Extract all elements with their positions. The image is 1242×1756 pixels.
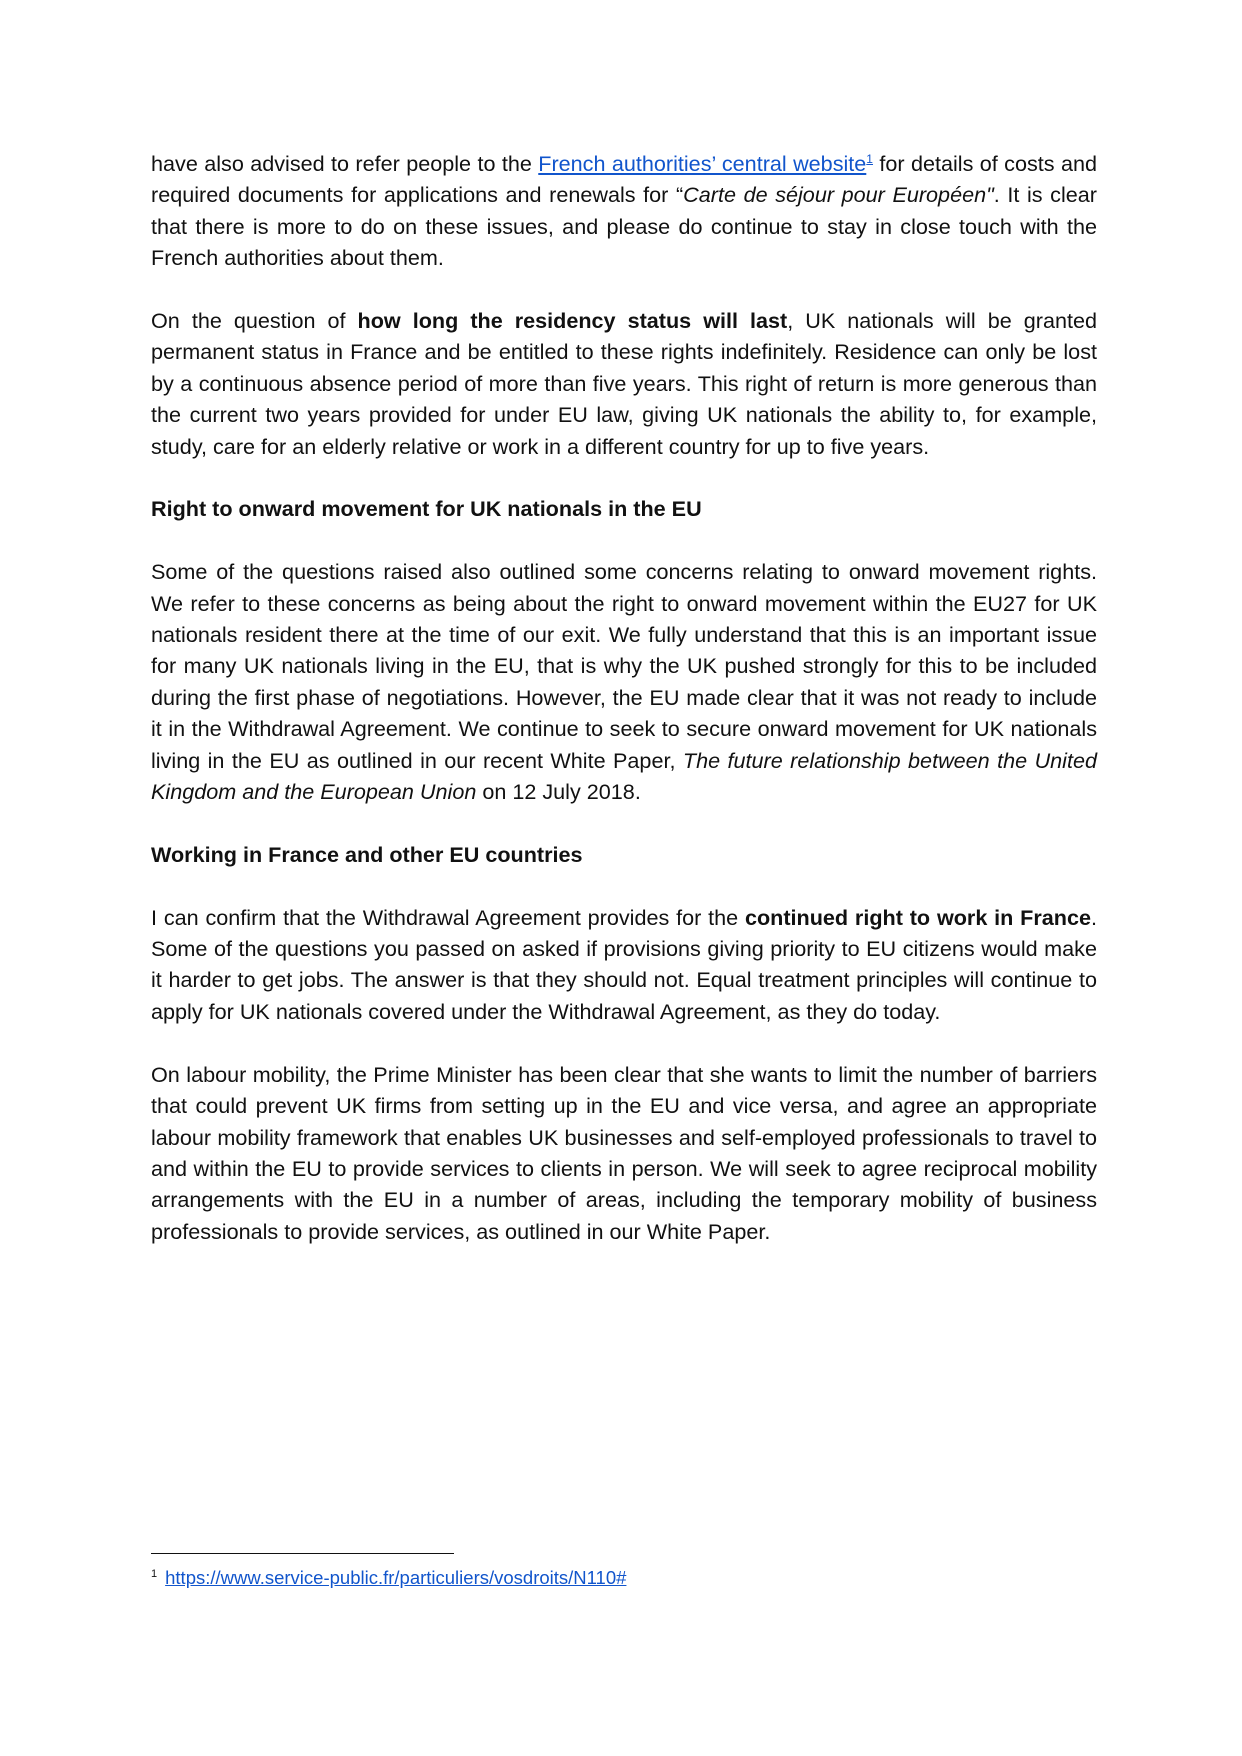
paragraph-text: I can confirm that the Withdrawal Agreement provides for the bbox=[151, 904, 745, 930]
paragraph-text: . Some of the questions you passed on asked if provisions giving priority to EU citizens would make it harder to get jobs. The answer is that they should not. Equal treatment principles will continue to apply for UK nationals covered under the Withdrawal Agreement, as they do today. bbox=[151, 904, 1097, 1024]
footnote-divider bbox=[151, 1553, 454, 1554]
footnote-marker: 1 bbox=[151, 1567, 158, 1580]
paragraph-text: have also advised to refer people to the bbox=[151, 151, 539, 176]
paragraph-text: on 12 July 2018. bbox=[476, 779, 641, 805]
paragraph-labour-mobility: On labour mobility, the Prime Minister has been clear that she wants to limit the number of barriers that could prevent UK firms from setting up in the EU and vice versa, and agree an appropriate labour mobility framework that enables UK businesses and self-employed professionals to travel to and within the EU to provide services to clients in person. We will seek to agree reciprocal mobility arrangements with the EU in a number of areas, including the temporary mobility of business professionals to provide services, as outlined in our White Paper. bbox=[151, 1061, 1097, 1244]
paragraph-text: Some of the questions raised also outlined some concerns relating to onward movement rights. We refer to these concerns as being about the right to onward movement within the EU27 for UK nationals resident there at the time of our exit. We fully understand that this is an important issue for many UK nationals living in the EU, that is why the UK pushed strongly for this to be included during the first phase of negotiations. However, the EU made clear that it was not ready to include it in the Withdrawal Agreement. We continue to seek to secure onward movement for UK nationals living in the EU as outlined in our recent White Paper, bbox=[151, 559, 1097, 773]
bold-text: continued right to work in France bbox=[744, 904, 1091, 930]
paragraph-right-to-work bbox=[151, 902, 1097, 1028]
paragraph-text: On the question of bbox=[151, 308, 358, 334]
paragraph-text: for details of costs and required documents for applications and renewals for “ bbox=[151, 151, 1097, 208]
italic-text: The future relationship between the United Kingdom and the European Union bbox=[151, 747, 1097, 805]
italic-text: Carte de séjour pour Européen" bbox=[683, 182, 994, 208]
paragraph-text: , UK nationals will be granted permanent status in France and be entitled to these rights indefinitely. Residence can only be lost by a continuous absence period of more than five years. This right of return is more generous than the current two years provided for under EU law, giving UK nationals the ability to, for example, study, care for an elderly relative or work in a different country for up to five years. bbox=[151, 308, 1097, 459]
heading-working-in-france: Working in France and other EU countries bbox=[151, 841, 583, 867]
paragraph-residency-status bbox=[151, 305, 1097, 462]
paragraph-onward-movement bbox=[151, 556, 1097, 807]
footnote bbox=[151, 1565, 626, 1591]
bold-text: how long the residency status will last bbox=[357, 308, 788, 334]
document-body bbox=[151, 148, 1097, 1279]
french-authorities-website-link[interactable]: French authorities’ central website bbox=[538, 151, 867, 176]
paragraph-text: . It is clear that there is more to do on these issues, and please do continue to stay in close touch with the French authorities about them. bbox=[151, 182, 1097, 271]
footnote-reference-link[interactable]: 1 bbox=[866, 151, 873, 166]
paragraph-french-authorities bbox=[151, 148, 1097, 274]
heading-onward-movement: Right to onward movement for UK nationals in the EU bbox=[151, 496, 702, 522]
footnote-url-link[interactable]: https://www.service-public.fr/particuliers/vosdroits/N110# bbox=[165, 1567, 627, 1588]
